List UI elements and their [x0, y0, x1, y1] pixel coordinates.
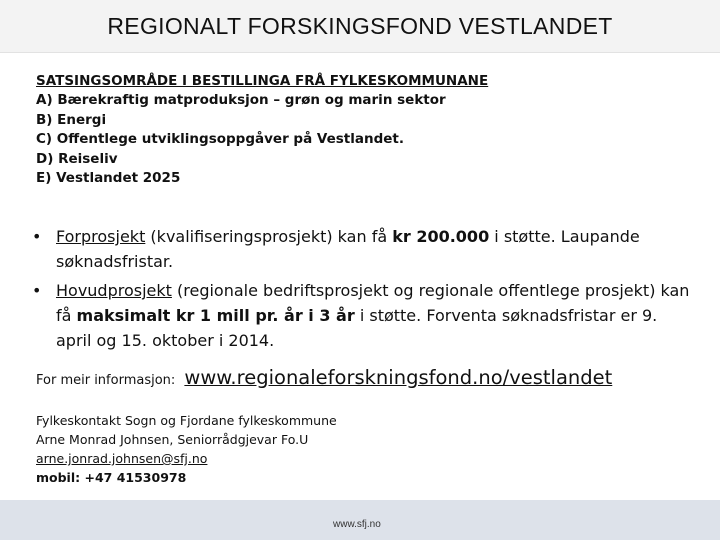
- forprosjekt-term: Forprosjekt: [56, 227, 146, 246]
- hovudprosjekt-text-2: i støtte. Forventa søknadsfristar er 9. april og 15. oktober i 2014.: [56, 306, 658, 350]
- funding-list: [30, 224, 695, 357]
- more-info-label: For meir informasjon:: [36, 373, 176, 388]
- hovudprosjekt-text-1: (regionale bedriftsprosjekt og regionale offentlege prosjekt) kan få: [56, 281, 690, 325]
- hovudprosjekt-amount: maksimalt kr 1 mill pr. år i 3 år: [76, 306, 355, 325]
- title-bar: [0, 0, 720, 53]
- bullet-hovudprosjekt: [30, 278, 695, 353]
- focus-area-item: D) Reiseliv: [36, 150, 118, 167]
- contact-phone: mobil: +47 41530978: [36, 470, 187, 485]
- forprosjekt-text-1: (kvalifiseringsprosjekt) kan få: [145, 227, 393, 246]
- contact-org: Fylkeskontakt Sogn og Fjordane fylkeskommune: [36, 413, 337, 428]
- footer-url: www.sfj.no: [333, 519, 381, 530]
- focus-area-item: B) Energi: [36, 111, 107, 128]
- contact-email-link[interactable]: arne.jonrad.johnsen@sfj.no: [36, 451, 208, 466]
- bullet-dot-icon: •: [32, 227, 42, 246]
- bullet-dot-icon: •: [32, 281, 42, 300]
- hovudprosjekt-term: Hovudprosjekt: [56, 281, 172, 300]
- focus-area-item: E) Vestlandet 2025: [36, 170, 181, 187]
- website-link[interactable]: www.regionaleforskningsfond.no/vestlandet: [184, 366, 613, 389]
- footer-bar: [0, 500, 720, 540]
- focus-area-item: A) Bærekraftig matproduksjon – grøn og marin sektor: [36, 92, 446, 109]
- forprosjekt-amount: kr 200.000: [392, 227, 490, 246]
- focus-area-item: C) Offentlege utviklingsoppgåver på Vestlandet.: [36, 131, 405, 148]
- focus-areas-heading: SATSINGSOMRÅDE I BESTILLINGA FRÅ FYLKESKOMMUNANE: [36, 73, 489, 89]
- focus-areas: [36, 72, 696, 188]
- more-info: [36, 366, 706, 389]
- page-title: REGIONALT FORSKINGSFOND VESTLANDET: [107, 12, 613, 39]
- contact-block: [36, 411, 436, 487]
- bullet-forprosjekt: [30, 224, 695, 274]
- contact-person: Arne Monrad Johnsen, Seniorrådgjevar Fo.U: [36, 432, 309, 447]
- forprosjekt-text-2: i støtte. Laupande søknadsfristar.: [56, 227, 640, 271]
